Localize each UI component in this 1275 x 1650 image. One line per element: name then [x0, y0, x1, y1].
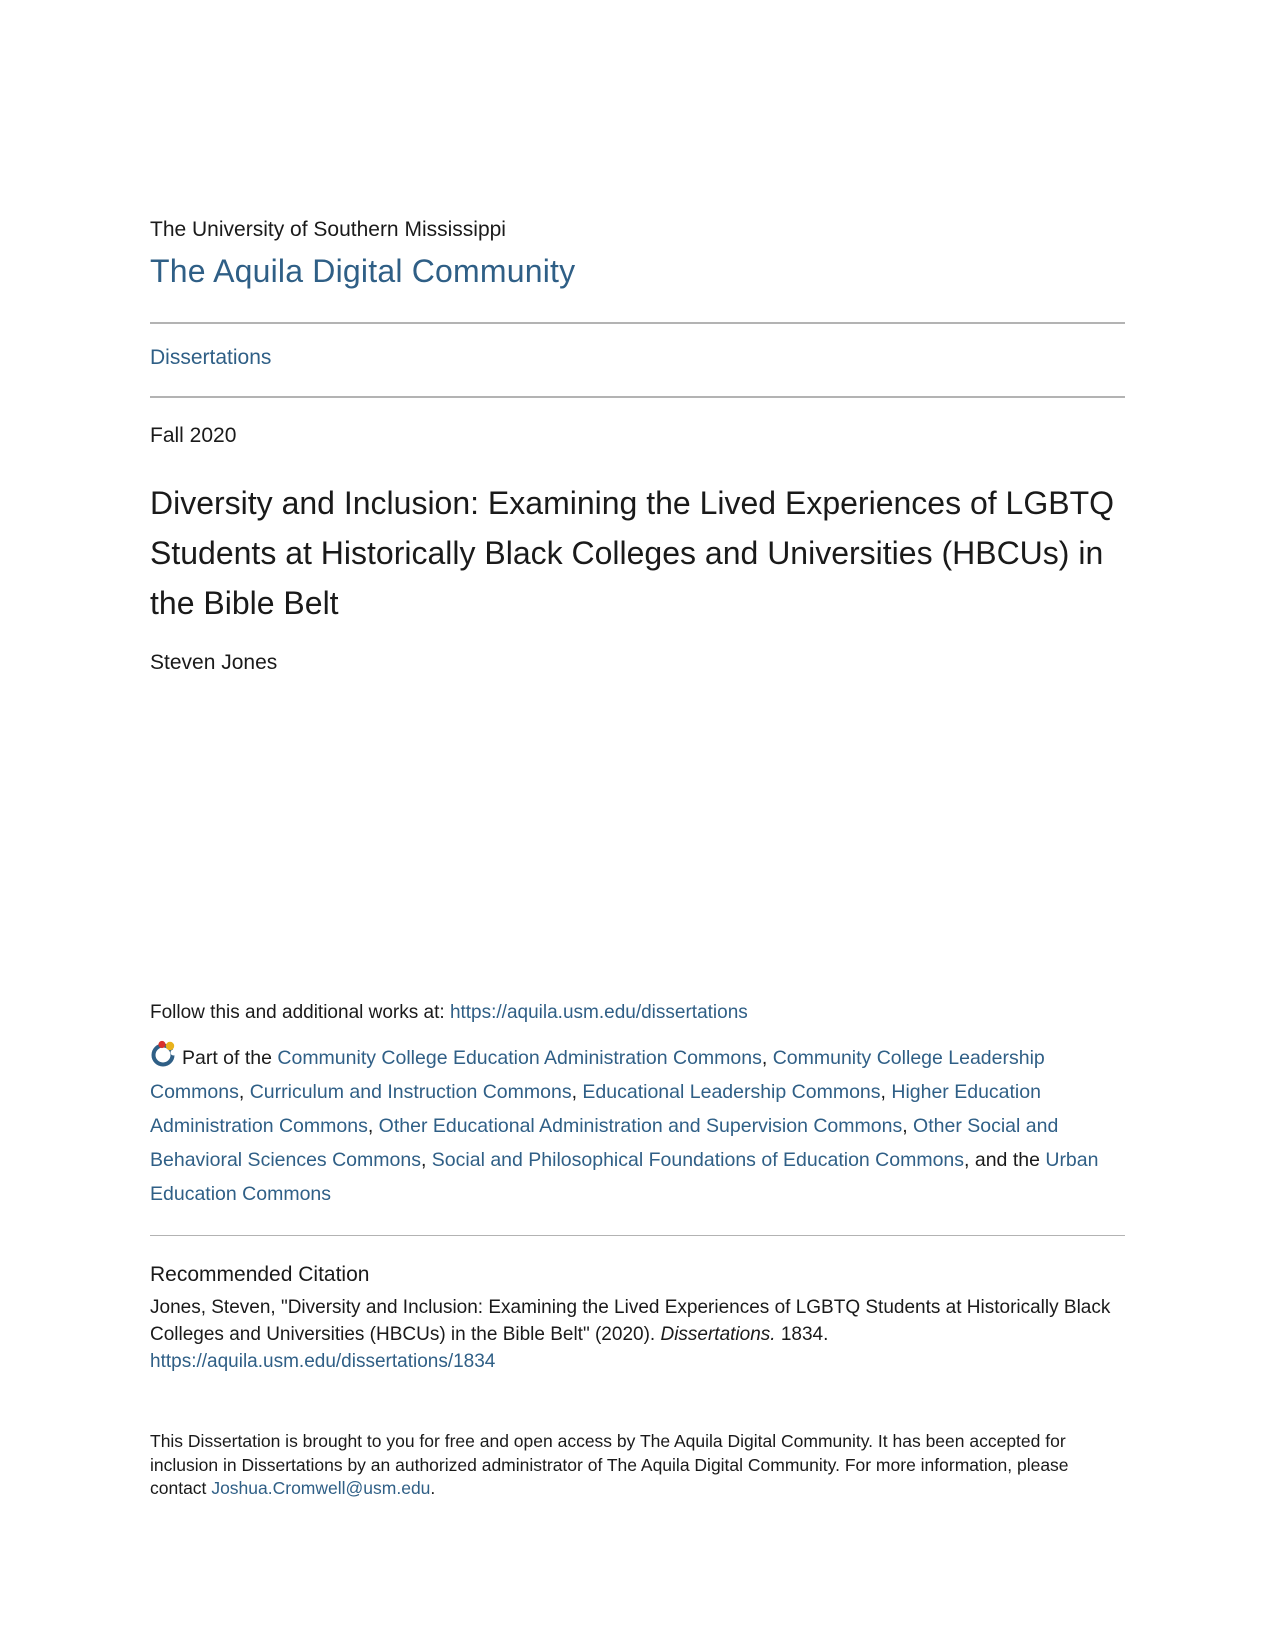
citation-text: Jones, Steven, "Diversity and Inclusion: Examining the Lived Experiences of LGBTQ Students at Historically Black Colleges and Universities (HBCUs) in the Bible Belt" (2020). Dissertations. 1834. https://aquila.usm.edu/dissertations/1834 — [150, 1297, 1111, 1372]
commons-link[interactable]: Other Educational Administration and Supervision Commons — [378, 1115, 903, 1137]
citation-number: 1834. — [780, 1324, 829, 1345]
commons-link[interactable]: Curriculum and Instruction Commons — [249, 1081, 572, 1103]
part-of-prefix: Part of the — [182, 1047, 272, 1069]
commons-link[interactable]: Other Social and Behavioral Sciences Commons — [150, 1115, 1059, 1171]
commons-link[interactable]: Educational Leadership Commons — [582, 1081, 881, 1103]
commons-link[interactable]: Community College Education Administration Commons — [277, 1047, 762, 1069]
commons-link[interactable]: Higher Education Administration Commons — [150, 1081, 1041, 1137]
citation-journal: Dissertations — [660, 1324, 771, 1345]
commons-link[interactable]: Social and Philosophical Foundations of Education Commons — [431, 1149, 965, 1171]
series-link[interactable]: Dissertations — [150, 346, 272, 369]
citation-main: Jones, Steven, "Diversity and Inclusion: Examining the Lived Experiences of LGBTQ Students at Historically Black Colleges and Universities (HBCUs) in the Bible Belt" (2020). — [150, 1297, 1111, 1345]
network-icon — [150, 1040, 178, 1068]
access-notice — [150, 1430, 1125, 1501]
publication-date: Fall 2020 — [150, 424, 237, 447]
citation-url-link[interactable]: https://aquila.usm.edu/dissertations/1834 — [150, 1351, 496, 1372]
divider — [150, 1235, 1125, 1236]
notice-text: This Dissertation is brought to you for free and open access by The Aquila Digital Community. It has been accepted for inclusion in Dissertations by an authorized administrator of The Aquila Digital Community. For more information, please contact — [150, 1431, 1069, 1498]
author-name: Steven Jones — [150, 651, 278, 674]
commons-link[interactable]: Urban Education Commons — [150, 1149, 1099, 1205]
institution-name: The University of Southern Mississippi — [150, 218, 506, 241]
notice-end: . — [430, 1478, 436, 1498]
follow-url-link[interactable]: https://aquila.usm.edu/dissertations — [449, 1002, 748, 1023]
document-title: Diversity and Inclusion: Examining the Lived Experiences of LGBTQ Students at Historically Black Colleges and Universities (HBCUs) in the Bible Belt — [150, 485, 1115, 621]
divider — [150, 322, 1125, 324]
follow-line — [150, 1002, 748, 1024]
divider — [150, 396, 1125, 398]
contact-email-link[interactable]: Joshua.Cromwell@usm.edu — [211, 1478, 431, 1498]
part-of-commons: Part of the Community College Education Administration Commons, Community College Leadership Commons, Curriculum and Instruction Commons, Educational Leadership Commons, Higher Education Administration Commons, Other Educational Administration and Supervision Commons, Other Social and Behavioral Sciences Commons, Social and Philosophical Foundations of Education Commons, and the Urban Education Commons — [150, 1040, 1125, 1211]
citation-heading: Recommended Citation — [150, 1263, 370, 1286]
and-the-text: , and the — [964, 1149, 1040, 1171]
commons-link[interactable]: Community College Leadership Commons — [150, 1047, 1045, 1103]
community-link[interactable]: The Aquila Digital Community — [150, 253, 576, 289]
follow-label: Follow this and additional works at: — [150, 1002, 445, 1023]
